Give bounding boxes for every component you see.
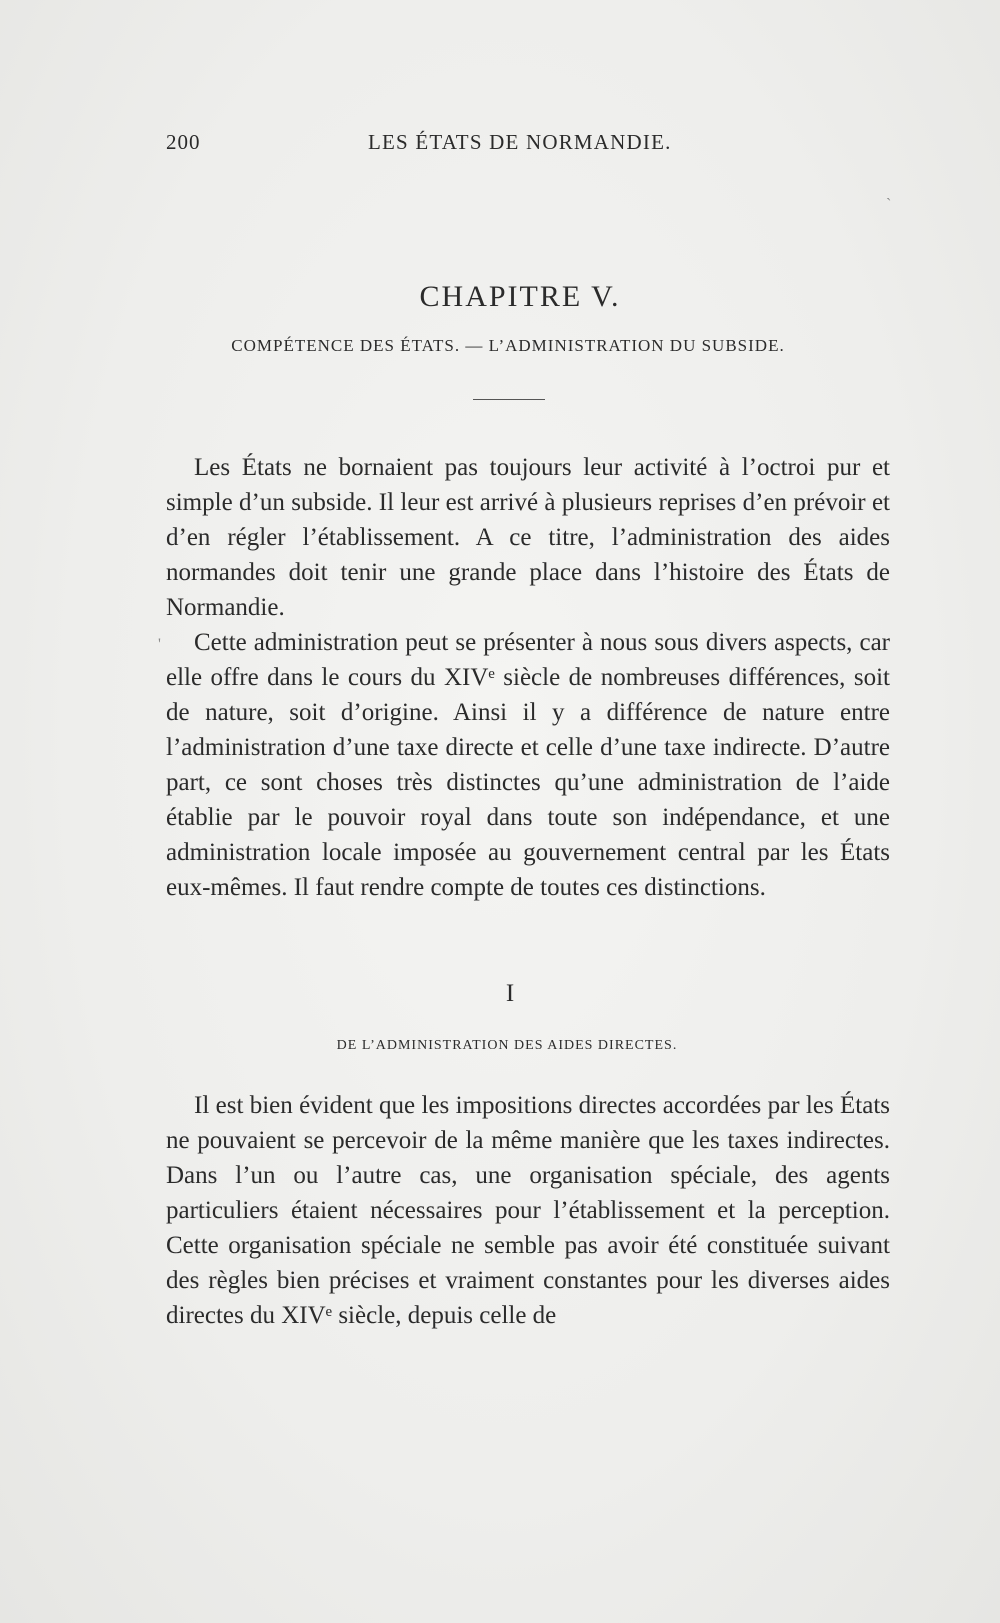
section-numeral: I [505, 980, 515, 1007]
intro-text [166, 450, 890, 905]
paragraph: Les États ne bornaient pas toujours leur activité à l’octroi pur et simple d’un subside. Il leur est arrivé à plusieurs reprises d’en prévoir et d’en régler l’établissement. A ce titre, l’administration des aides normandes doit tenir une grande place dans l’histoire des États de Normandie. [166, 454, 890, 621]
paragraph: Cette administration peut se présenter à nous sous divers aspects, car elle offre dans le cours du XIVᵉ siècle de nombreuses différences, soit de nature, soit d’origine. Ainsi il y a différence de nature entre l’administration d’une taxe directe et celle d’une taxe indirecte. D’autre part, ce sont choses très distinctes qu’une administration de l’aide établie par le pouvoir royal dans toute son indépendance, et une administration locale imposée au gouvernement central par les États eux-mêmes. Il faut rendre compte de toutes ces distinctions. [166, 629, 890, 901]
running-head [166, 130, 896, 160]
divider-rule [473, 399, 545, 400]
paragraph: Il est bien évident que les impositions directes accordées par les États ne pouvaient se percevoir de la même manière que les taxes indirectes. Dans l’un ou l’autre cas, une organisation spéciale, des agents particuliers étaient nécessaires pour l’établissement et la perception. Cette organisation spéciale ne semble pas avoir été constituée suivant des règles bien précises et vraiment constantes pour les diverses aides directes du XIVᵉ siècle, depuis celle de [166, 1092, 890, 1329]
print-speck: ' [158, 636, 161, 653]
chapter-title: CHAPITRE V. [419, 280, 621, 313]
section-text [166, 1088, 890, 1333]
section-title: DE L’ADMINISTRATION DES AIDES DIRECTES. [336, 1038, 678, 1053]
page-number: 200 [166, 130, 201, 154]
running-title: LES ÉTATS DE NORMANDIE. [368, 130, 672, 154]
print-speck: ` [886, 196, 892, 213]
chapter-subtitle: COMPÉTENCE DES ÉTATS. — L’ADMINISTRATION DU SUBSIDE. [231, 336, 785, 355]
